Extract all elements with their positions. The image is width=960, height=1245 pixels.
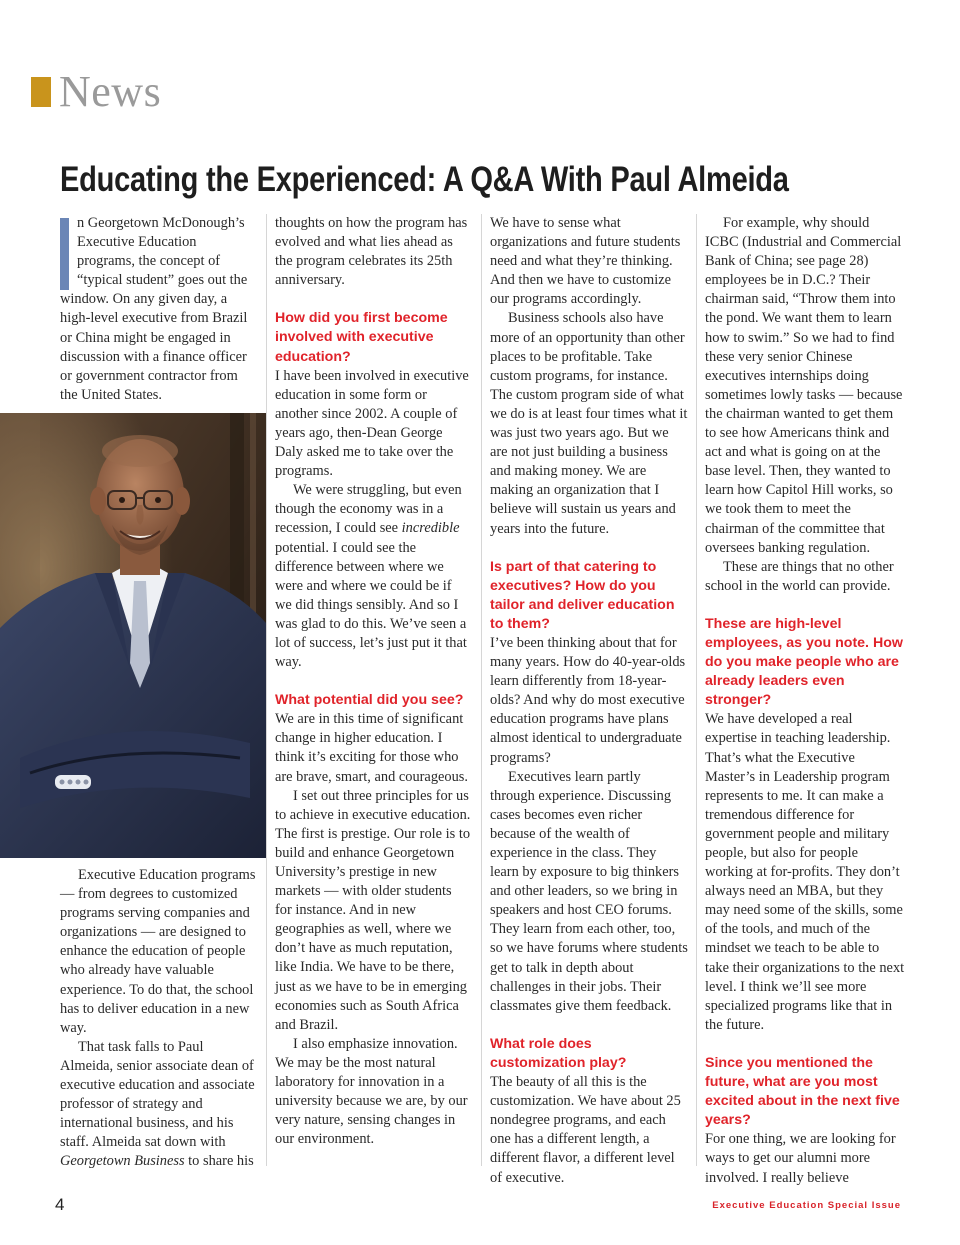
section-accent-square [31,77,51,107]
body-paragraph: I set out three principles for us to achieve in executive education. The first is prestige. Our role is to build and enhance Georgetown University’s prestige in new markets — with older students for instance. And in new geographies as well, where we don’t have as much reputation, like India. We have to be there, just as we have to be in emerging economies such as South Africa and Brazil. [275,787,471,1033]
interview-question: What role does customization play? [490,1035,627,1071]
issue-label: Executive Education Special Issue [712,1200,901,1211]
body-paragraph: That task falls to Paul Almeida, senior associate dean of executive education and associate professor of strategy and international business, and his staff. Almeida sat down with Georgetown Business to share his [60,1038,255,1170]
column-divider [481,214,482,1166]
body-paragraph: We have to sense what organizations and future students need and what they’re thinking. And then we have to customize our programs accordingly. [490,215,681,308]
body-paragraph: I have been involved in executive education in some form or another since 2002. A couple of years ago, then-Dean George Daly asked me to take over the programs. [275,367,469,480]
body-paragraph: Business schools also have more of an opportunity than other places to be profitable. Take custom programs, for instance. The custom program side of what we do is at least four times what it was just two years ago. But we are not just building a business and making money. We are making an organization that I believe will sustain us years and years into the future. [490,310,688,537]
body-paragraph: thoughts on how the program has evolved and what lies ahead as the program celebrates its 25th anniversary. [275,215,468,289]
page-number: 4 [55,1195,65,1214]
interview-question: Is part of that catering to executives? How do you tailor and deliver education to them? [490,558,675,632]
body-paragraph: We were struggling, but even though the economy was in a recession, I could see incredible potential. I could see the difference between where we were and where we could be if we did things sensibly. And so I was glad to do this. We’ve seen a lot of success, let’s just put it that way. [275,482,467,671]
portrait-photo [0,413,266,858]
column-divider [696,214,697,1166]
article-column-2 [275,214,471,1149]
body-paragraph: I’ve been thinking about that for many years. How do 40-year-olds learn differently from 18-year-olds? And why do most executive education programs have plans almost identical to undergraduate programs? [490,634,686,766]
body-paragraph: We are in this time of significant change in higher education. I think it’s exciting for those who are brave, smart, and courageous. [275,711,468,785]
emphasis-text: incredible [401,520,460,537]
interview-question: What potential did you see? [275,692,464,709]
body-paragraph: The beauty of all this is the customization. We have about 25 nondegree programs, and each one has a different length, a different flavor, a different level of executive. [490,1074,681,1186]
portrait-illustration [0,413,266,858]
column-divider [266,214,267,1166]
interview-question: How did you first become involved with executive education? [275,310,448,365]
interview-question: Since you mentioned the future, what are you most excited about in the next five years? [705,1054,900,1129]
article-column-4 [705,214,905,1188]
article-column-1 [60,214,256,405]
body-paragraph: For example, why should ICBC (Industrial and Commercial Bank of China; see page 28) employees be in D.C.? Their chairman said, “Throw them into the pond. We want them to learn how to swim.” So we had to find these very senior Chinese executives internships doing sometimes lowly tasks — because the chairman wanted to get them to see how Americans think and act and what is going on at the base level. Then, they wanted to learn how Capitol Hill works, so we took them to meet the chairman of the committee that oversees banking regulation. [705,215,903,556]
section-header [31,67,162,116]
intro-paragraph: n Georgetown McDonough’s Executive Education programs, the concept of “typical student” goes out the window. On any given day, a high-level executive from Brazil or China might be engaged in discussion with a finance officer or government contractor from the United States. [60,215,248,403]
article-column-1-continued [60,866,256,1172]
body-paragraph: Executives learn partly through experience. Discussing cases becomes even richer because of the wealth of experience in the class. They learn by exposure to big thinkers and other leaders, so we bring in speakers and host CEO forums. They learn from each other, too, so we have forums where students get to talk in depth about challenges in their jobs. Their classmates give them feedback. [490,768,688,1014]
section-title: News [59,67,162,116]
interview-question: These are high-level employees, as you note. How do you make people who are already leaders even stronger? [705,615,903,709]
article-headline: Educating the Experienced: A Q&A With Paul Almeida [60,160,789,199]
publication-title: Georgetown Business [60,1153,185,1170]
body-paragraph: I also emphasize innovation. We may be the most natural laboratory for innovation in a university because we are, by our very nature, sensing changes in our environment. [275,1035,468,1148]
body-paragraph: These are things that no other school in the world can provide. [705,558,894,594]
article-column-3 [490,214,688,1188]
body-paragraph: We have developed a real expertise in teaching leadership. That’s what the Executive Master’s in Leadership program represents to me. It can make a tremendous difference for government people and military people, but also for people working at for-profits. They don’t always need an MBA, but they may need some of the skills, some of the tools, and much of the mindset we teach to be able to take their organizations to the next level. I think we’ll see more specialized programs like that in the future. [705,711,905,1033]
drop-cap-bar [60,218,69,290]
body-paragraph: For one thing, we are looking for ways to get our alumni more involved. I really believe [705,1131,896,1186]
body-paragraph: Executive Education programs — from degrees to customized programs serving companies and organizations — are designed to enhance the education of people who already have valuable experience. To do that, the school has to deliver education in a new way. [60,867,256,1036]
